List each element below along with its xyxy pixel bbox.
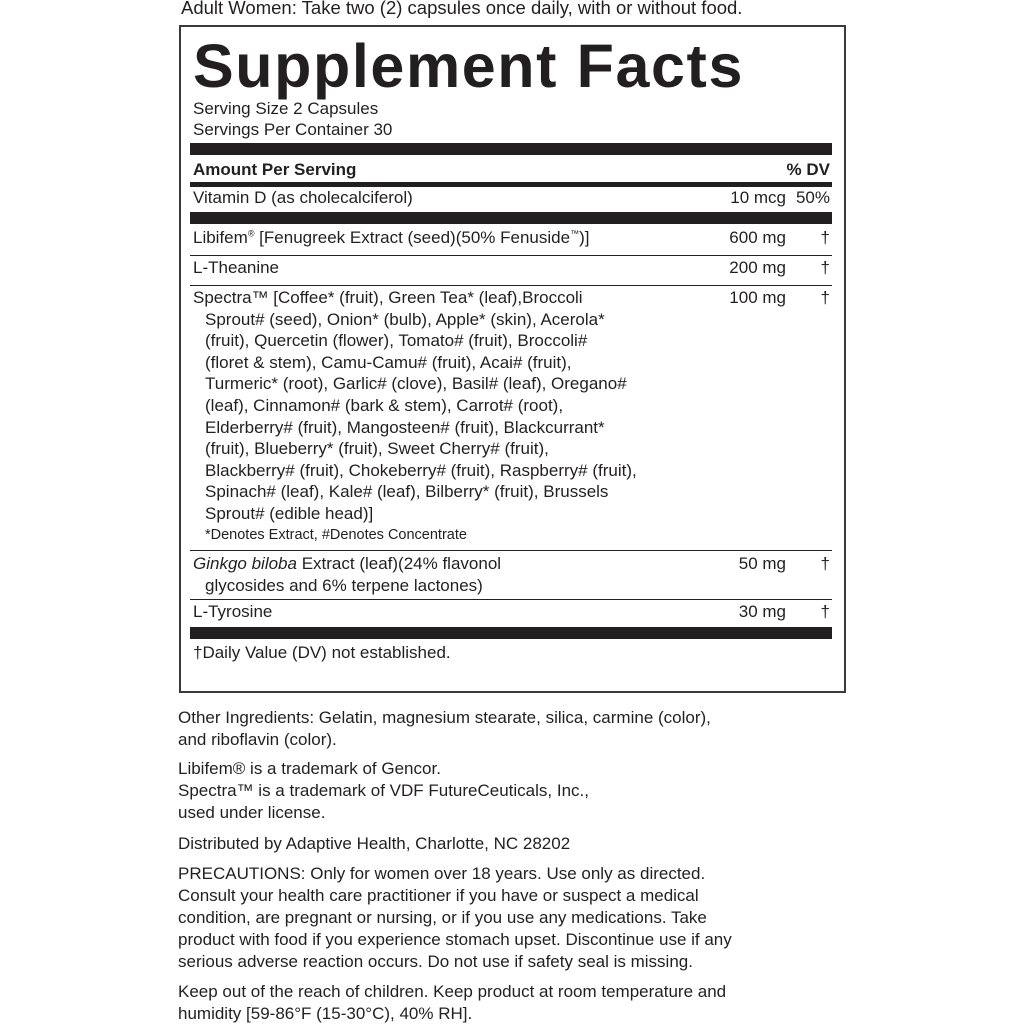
nutrient-name: Ginkgo biloba Extract (leaf)(24% flavonol glycosides and 6% terpene lactones) — [193, 554, 502, 595]
nutrient-amount: 100 mg — [729, 288, 786, 307]
panel-title: Supplement Facts — [193, 32, 744, 100]
nutrient-dv: † — [820, 554, 830, 573]
nutrient-row-l-theanine — [193, 257, 830, 281]
nutrient-amount: 30 mg — [738, 602, 786, 621]
row-divider — [190, 285, 832, 286]
thick-divider — [190, 143, 832, 155]
nutrient-amount: 600 mg — [729, 228, 786, 247]
nutrient-amount: 10 mcg — [730, 188, 786, 207]
nutrient-row-ginkgo — [193, 553, 830, 597]
supplement-facts-panel — [179, 25, 846, 693]
directions-text: Adult Women: Take two (2) capsules once daily, with or without food. — [181, 0, 743, 18]
nutrient-dv: † — [820, 258, 830, 277]
header-dv: % DV — [786, 160, 830, 179]
nutrient-name: L-Tyrosine — [193, 602, 273, 621]
nutrient-name: Libifem® [Fenugreek Extract (seed)(50% Fenuside™)] — [193, 228, 590, 247]
column-header — [193, 159, 830, 181]
thick-divider — [190, 212, 832, 224]
serving-info — [193, 98, 392, 140]
nutrient-amount: 50 mg — [738, 554, 786, 573]
nutrient-row-libifem — [193, 227, 830, 251]
row-divider — [190, 599, 832, 600]
servings-per-container: Servings Per Container 30 — [193, 120, 393, 139]
nutrient-name: Spectra™ [Coffee* (fruit), Green Tea* (leaf),Broccoli Sprout# (seed), Onion* (bulb), Apple* (skin), Acerola* (fruit), Quercetin (flower), Tomato# (fruit), Broccoli# (floret & stem), Camu-Camu# (fruit), Acai# (fruit), Turmeric* (root), Garlic# (clove), Basil# (leaf), Oregano# (leaf), Cinnamon# (bark & stem), Carrot# (root), Elderberry# (fruit), Mangosteen# (fruit), Blackcurrant* (fruit), Blueberry* (fruit), Sweet Cherry# (fruit), Blackberry# (fruit), Chokeberry# (fruit), Raspberry# (fruit), Spinach# (leaf), Kale# (leaf), Bilberry* (fruit), Brussels Sprout# (edible head)] *Denotes Extract, #Denotes Concentrate — [193, 287, 703, 545]
header-amount: Amount Per Serving — [193, 160, 357, 179]
storage-text: Keep out of the reach of children. Keep product at room temperature and humidity [59-86°F (15-30°C), 40% RH]. — [178, 982, 727, 1023]
nutrient-row-vitamin-d — [193, 187, 830, 211]
distributor-text: Distributed by Adaptive Health, Charlotte, NC 28202 — [178, 834, 571, 853]
nutrient-name: L-Theanine — [193, 258, 280, 277]
other-ingredients: Other Ingredients: Gelatin, magnesium stearate, silica, carmine (color), and riboflavin (color). — [178, 708, 711, 749]
nutrient-row-l-tyrosine — [193, 601, 830, 625]
row-divider — [190, 255, 832, 256]
trademark-notice: Libifem® is a trademark of Gencor. Spectra™ is a trademark of VDF FutureCeuticals, Inc., used under license. — [178, 759, 589, 822]
nutrient-row-spectra — [193, 287, 830, 549]
precautions-text: PRECAUTIONS: Only for women over 18 years. Use only as directed. Consult your health care practitioner if you have or suspect a medical condition, are pregnant or nursing, or if you use any medications. Take product with food if you experience stomach upset. Discontinue use if any serious adverse reaction occurs. Do not use if safety seal is missing. — [178, 864, 732, 971]
nutrient-dv: 50% — [795, 188, 830, 207]
nutrient-dv: † — [820, 602, 830, 621]
extract-note: *Denotes Extract, #Denotes Concentrate — [205, 526, 467, 543]
dv-footnote: †Daily Value (DV) not established. — [193, 643, 451, 662]
thick-divider — [190, 627, 832, 639]
nutrient-dv: † — [820, 288, 830, 307]
nutrient-amount: 200 mg — [729, 258, 786, 277]
serving-size: Serving Size 2 Capsules — [193, 99, 379, 118]
nutrient-name: Vitamin D (as cholecalciferol) — [193, 188, 413, 207]
row-divider — [190, 550, 832, 551]
nutrient-dv: † — [820, 228, 830, 247]
